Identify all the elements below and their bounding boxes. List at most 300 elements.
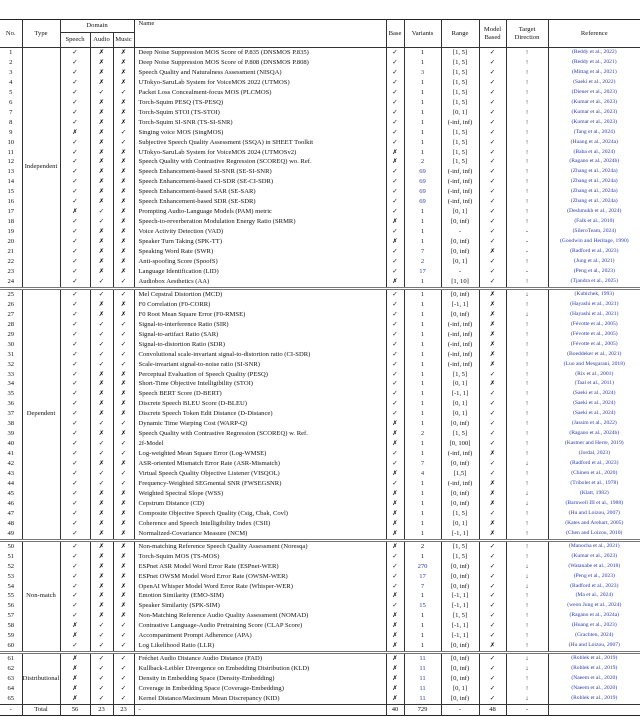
target-direction: ↑ [506,58,548,68]
total-speech: 56 [60,704,90,715]
reference-link[interactable]: (Mittag et al., 2021) [548,68,640,78]
speech-flag: ✓ [60,108,90,118]
reference-link[interactable]: (Hu and Loizou, 2007) [548,509,640,519]
speech-flag: ✓ [60,449,90,459]
model-based-flag: ✓ [479,572,506,582]
speech-flag: ✓ [60,247,90,257]
audio-flag: ✗ [90,399,113,409]
reference-link[interactable]: (Radford et al., 2023) [548,247,640,257]
speech-flag: ✓ [60,370,90,380]
total-name: - [134,704,386,715]
reference-link[interactable]: (Févotte et al., 2005) [548,320,640,330]
speech-flag: ✓ [60,641,90,652]
speech-flag: ✓ [60,257,90,267]
audio-flag: ✓ [90,207,113,217]
reference-link[interactable]: (Rix et al., 2001) [548,370,640,380]
table-row [0,631,640,641]
target-direction: ↑ [506,479,548,489]
metric-name: Virtual Speech Quality Objective Listener (VISQOL) [134,469,386,479]
speech-flag: ✓ [60,197,90,207]
target-direction: ↓ [506,664,548,674]
target-direction: ↑ [506,277,548,288]
reference-link[interactable]: (Kumar et al., 2023) [548,108,640,118]
value-range: (-inf, inf) [441,340,479,350]
variant-count: 1 [404,98,441,108]
reference-link[interactable]: (Diener et al., 2023) [548,88,640,98]
music-flag: ✓ [113,641,134,652]
speech-flag: ✓ [60,157,90,167]
speech-flag: ✗ [60,621,90,631]
reference-link[interactable]: (Deshmukh et al., 2024) [548,207,640,217]
reference-link[interactable]: (Reddy et al., 2022) [548,48,640,58]
value-range: [0, 1] [441,257,479,267]
speech-flag: ✓ [60,429,90,439]
music-flag: ✗ [113,459,134,469]
model-based-flag: ✗ [479,350,506,360]
reference-link[interactable]: (SileroTeam, 2024) [548,227,640,237]
row-number: 35 [7,390,15,398]
target-direction: ↑ [506,439,548,449]
variant-count: 1 [404,118,441,128]
value-range: [1, 5] [441,78,479,88]
reference-link[interactable]: (Watanabe et al., 2018) [548,562,640,572]
total-label: Total [22,704,60,715]
value-range: [1, 5] [441,157,479,167]
variant-count: 1 [404,330,441,340]
metric-name: Signal-to-artifact Ratio (SAR) [134,330,386,340]
reference-link[interactable]: (weon Jung et al., 2024) [548,601,640,611]
base-flag: ✗ [386,694,404,704]
target-direction: ↑ [506,148,548,158]
table-row [0,459,640,469]
model-based-flag: ✓ [479,177,506,187]
variant-count[interactable]: 7 [404,582,441,592]
table-row [0,601,640,611]
speech-flag: ✓ [60,572,90,582]
audio-flag: ✗ [90,108,113,118]
model-based-flag: ✗ [479,247,506,257]
reference-link[interactable]: (Saeki et al., 2024) [548,409,640,419]
table-row [0,237,640,247]
variant-count[interactable]: 11 [404,674,441,684]
music-flag: ✓ [113,449,134,459]
target-direction: ↑ [506,320,548,330]
music-flag: ✗ [113,429,134,439]
base-flag: ✓ [386,138,404,148]
row-number: 42 [7,460,15,468]
reference-link[interactable]: (Barnwell III et al., 1988) [548,499,640,509]
base-flag: ✓ [386,459,404,469]
variant-count[interactable]: 17 [404,572,441,582]
reference-link[interactable]: (Roblek et al., 2019) [548,664,640,674]
table-row [0,340,640,350]
base-flag: ✗ [386,499,404,509]
base-flag: ✓ [386,78,404,88]
reference-link[interactable]: (Févotte et al., 2005) [548,340,640,350]
speech-flag: ✓ [60,601,90,611]
reference-link[interactable]: (Grachten, 2024) [548,631,640,641]
target-direction: ↓ [506,562,548,572]
value-range: [0, inf) [441,459,479,469]
music-flag: ✗ [113,591,134,601]
variant-count[interactable]: 2 [404,429,441,439]
value-range: [1, 5] [441,370,479,380]
reference-link[interactable]: (Baba et al., 2024) [548,148,640,158]
reference-link[interactable]: (Radford et al., 2023) [548,459,640,469]
row-number: 15 [7,188,15,196]
variant-count: 1 [404,509,441,519]
base-flag: ✗ [386,519,404,529]
base-flag: ✓ [386,58,404,68]
target-direction: ↑ [506,601,548,611]
header-no: No. [5,29,16,37]
reference-link[interactable]: (Zhang et al., 2024a) [548,167,640,177]
reference-link[interactable]: (Févotte et al., 2005) [548,330,640,340]
reference-link[interactable]: (Manocha et al., 2021) [548,540,640,551]
row-number: 24 [7,277,15,285]
variant-count: 1 [404,611,441,621]
reference-link[interactable]: (Klatt, 1982) [548,489,640,499]
audio-flag: ✗ [90,177,113,187]
value-range: (-inf, inf) [441,350,479,360]
row-number: 22 [7,258,15,266]
row-number: 41 [7,450,15,458]
table-row [0,582,640,592]
row-number: 56 [7,602,15,610]
reference-link[interactable]: (Ragano et al., 2024b) [548,157,640,167]
reference-link[interactable]: (Chen and Loizou, 2010) [548,529,640,540]
audio-flag: ✓ [90,330,113,340]
music-flag: ✓ [113,419,134,429]
speech-flag: ✗ [60,128,90,138]
speech-flag: ✗ [60,631,90,641]
variant-count[interactable]: 7 [404,459,441,469]
reference-link[interactable]: (Peng et al., 2023) [548,572,640,582]
metric-name: ESPnet ASR Model Word Error Rate (ESPnet-WER) [134,562,386,572]
header-domain: Domain [60,20,134,33]
metric-name: Deep Noise Suppression MOS Score of P.808 (DNSMOS P.808) [134,58,386,68]
reference-link[interactable]: (Falk et al., 2010) [548,217,640,227]
reference-link[interactable]: (Roblek et al., 2019) [548,694,640,704]
music-flag: ✗ [113,409,134,419]
reference-link[interactable]: (Reddy et al., 2021) [548,58,640,68]
variant-count: 1 [404,237,441,247]
speech-flag: ✓ [60,340,90,350]
metric-name: Accompaniment Prompt Adherence (APA) [134,631,386,641]
metric-name: Kullback-Leibler Divergence on Embedding Distribution (KLD) [134,664,386,674]
variant-count: 1 [404,419,441,429]
model-based-flag: ✓ [479,419,506,429]
model-based-flag: ✓ [479,227,506,237]
reference-link[interactable]: (Naeem et al., 2020) [548,684,640,694]
value-range: [0, inf) [441,664,479,674]
value-range: [0, 1] [441,108,479,118]
target-direction: ↑ [506,108,548,118]
speech-flag: ✓ [60,98,90,108]
row-number: 46 [7,499,15,507]
model-based-flag: ✓ [479,601,506,611]
music-flag: ✗ [113,519,134,529]
group-type: Non-match [22,540,60,652]
audio-flag: ✓ [90,621,113,631]
variant-count[interactable]: 11 [404,664,441,674]
reference-link[interactable]: (Saeki et al., 2024) [548,399,640,409]
reference-link[interactable]: (Jung et al., 2021) [548,257,640,267]
target-direction: ↑ [506,449,548,459]
base-flag: ✓ [386,330,404,340]
audio-flag: ✓ [90,684,113,694]
reference-link[interactable]: (Ma et al., 2024) [548,591,640,601]
music-flag: ✗ [113,310,134,320]
target-direction: ↑ [506,379,548,389]
target-direction: ↓ [506,459,548,469]
header-music: Music [113,33,134,48]
total-model: 48 [479,704,506,715]
variant-count[interactable]: 11 [404,653,441,664]
reference-link[interactable]: (Hayashi et al., 2021) [548,300,640,310]
variant-count[interactable]: 2 [404,157,441,167]
variant-count[interactable]: 4 [404,469,441,479]
target-direction: ↑ [506,409,548,419]
model-based-flag: ✓ [479,389,506,399]
target-direction: ↑ [506,118,548,128]
reference-link[interactable]: (Peng et al., 2023) [548,267,640,277]
base-flag: ✓ [386,207,404,217]
audio-flag: ✗ [90,489,113,499]
row-number: 54 [7,582,15,590]
reference-link[interactable]: (Roblek et al., 2019) [548,653,640,664]
reference-link[interactable]: (Naeem et al., 2020) [548,674,640,684]
base-flag: ✓ [386,288,404,299]
table-row [0,88,640,98]
row-number: 2 [9,58,13,66]
speech-flag: ✓ [60,217,90,227]
table-row [0,267,640,277]
table-row [0,489,640,499]
reference-link[interactable]: (Boeddeker et al., 2021) [548,350,640,360]
reference-link[interactable]: (Kates and Arehart, 2005) [548,519,640,529]
reference-link[interactable]: (Tang et al., 2024) [548,128,640,138]
model-based-flag: ✓ [479,187,506,197]
target-direction: ↑ [506,330,548,340]
base-flag: ✓ [386,350,404,360]
variant-count[interactable]: 15 [404,601,441,611]
reference-link[interactable]: (Jassim et al., 2022) [548,419,640,429]
metric-name: Fréchet Audio Distance Audio Distance (FAD) [134,653,386,664]
reference-link[interactable]: (Zhang et al., 2024a) [548,177,640,187]
metric-name: Speech Quality and Naturalness Assessment (NISQA) [134,68,386,78]
row-number: 50 [0,540,22,551]
base-flag: ✓ [386,389,404,399]
value-range: (-inf, inf) [441,479,479,489]
metric-name: Normalized-Covariance Measure (NCM) [134,529,386,540]
variant-count: 2 [404,540,441,551]
metric-name: Contrastive Language-Audio Pretraining Score (CLAP Score) [134,621,386,631]
speech-flag: ✓ [60,187,90,197]
variant-count[interactable]: 69 [404,177,441,187]
audio-flag: ✗ [90,148,113,158]
row-number: 9 [9,128,13,136]
audio-flag: ✗ [90,540,113,551]
variant-count[interactable]: 2 [404,257,441,267]
variant-count[interactable]: 270 [404,562,441,572]
reference-link[interactable]: (Taal et al., 2011) [548,379,640,389]
reference-link[interactable]: (Huang et al., 2024a) [548,138,640,148]
audio-flag: ✗ [90,78,113,88]
metric-name: F0 Correlation (F0-CORR) [134,300,386,310]
header-variants: Variants [404,20,441,48]
variant-count[interactable]: 11 [404,684,441,694]
audio-flag: ✗ [90,389,113,399]
speech-flag: ✗ [60,674,90,684]
music-flag: ✗ [113,108,134,118]
variant-count[interactable]: 11 [404,694,441,704]
metric-name: Cepstrum Distance (CD) [134,499,386,509]
target-direction: ↑ [506,509,548,519]
speech-flag: ✓ [60,237,90,247]
table-row [0,78,640,88]
reference-link[interactable]: (Ragano et al., 2024a) [548,611,640,621]
variant-count[interactable]: 3 [404,68,441,78]
music-flag: ✓ [113,631,134,641]
row-number: 44 [7,479,15,487]
target-direction: ↑ [506,429,548,439]
target-direction: ↑ [506,591,548,601]
reference-link[interactable]: (Radford et al., 2023) [548,582,640,592]
value-range: [1, 10] [441,277,479,288]
reference-link[interactable]: (Tribolet et al., 1978) [548,479,640,489]
base-flag: ✓ [386,257,404,267]
variant-count: 1 [404,88,441,98]
reference-link[interactable]: (Huang et al., 2023) [548,621,640,631]
speech-flag: ✓ [60,419,90,429]
reference-link[interactable]: (Luo and Mesgarani, 2018) [548,360,640,370]
row-number: 31 [7,350,15,358]
metric-name: Speech Enhancement-based SI-SNR (SE-SI-SNR) [134,167,386,177]
speech-flag: ✓ [60,479,90,489]
variant-count[interactable]: 69 [404,167,441,177]
table-row [0,247,640,257]
reference-link[interactable]: (Jordal, 2023) [548,449,640,459]
variant-count[interactable]: 7 [404,247,441,257]
base-flag: ✗ [386,621,404,631]
reference-link[interactable]: (Kumar et al., 2023) [548,98,640,108]
music-flag: ✗ [113,197,134,207]
header-model-based: Model Based [479,20,506,48]
model-based-flag: ✓ [479,674,506,684]
variant-count: 1 [404,300,441,310]
reference-link[interactable]: (Zhang et al., 2024a) [548,197,640,207]
table-row [0,128,640,138]
total-row [0,704,640,715]
audio-flag: ✗ [90,499,113,509]
base-flag: ✗ [386,653,404,664]
speech-flag: ✓ [60,509,90,519]
metric-name: Frequency-Weighted SEGmental SNR (FWSEGSNR) [134,479,386,489]
music-flag: ✗ [113,68,134,78]
target-direction: ↑ [506,674,548,684]
reference-link[interactable]: (Ragano et al., 2024b) [548,429,640,439]
metric-name: Speech Enhancement-based SDR (SE-SDR) [134,197,386,207]
model-based-flag: ✓ [479,197,506,207]
speech-flag: ✓ [60,379,90,389]
value-range: [0, 1] [441,379,479,389]
row-number: 18 [7,218,15,226]
base-flag: ✓ [386,360,404,370]
reference-link[interactable]: (Goodwin and Heritage, 1990) [548,237,640,247]
table-row [0,108,640,118]
audio-flag: ✗ [90,591,113,601]
metric-name: Torch-Squim MOS (TS-MOS) [134,552,386,562]
row-number: 3 [9,68,13,76]
variant-count: 1 [404,399,441,409]
target-direction: ↑ [506,419,548,429]
metric-name: Language Identification (LID) [134,267,386,277]
model-based-flag: ✓ [479,128,506,138]
reference-link[interactable]: (Kumar et al., 2023) [548,118,640,128]
table-row [0,419,640,429]
reference-link[interactable]: (Zhang et al., 2024a) [548,187,640,197]
target-direction: ↑ [506,540,548,551]
reference-link[interactable]: (Tjandra et al., 2025) [548,277,640,288]
audio-flag: ✗ [90,459,113,469]
variant-count: 1 [404,370,441,380]
metric-name: UTokyo-SaruLab System for VoiceMOS 2022 (UTMOS) [134,78,386,88]
target-direction: ↑ [506,519,548,529]
speech-flag: ✓ [60,58,90,68]
metric-name: Coherence and Speech Intelligibility Index (CSII) [134,519,386,529]
model-based-flag: ✓ [479,98,506,108]
music-flag: ✗ [113,499,134,509]
speech-flag: ✓ [60,88,90,98]
header-type: Type [22,20,60,48]
audio-flag: ✓ [90,469,113,479]
music-flag: ✓ [113,674,134,684]
variant-count[interactable]: 69 [404,197,441,207]
model-based-flag: ✗ [479,489,506,499]
reference-link[interactable]: (Hayashi et al., 2021) [548,310,640,320]
base-flag: ✓ [386,449,404,459]
reference-link[interactable]: (Kumar et al., 2023) [548,552,640,562]
reference-link[interactable]: (Chinen et al., 2020) [548,469,640,479]
target-direction: ↑ [506,48,548,58]
reference-link[interactable]: (Saeki et al., 2022) [548,78,640,88]
audio-flag: ✗ [90,237,113,247]
target-direction: ↑ [506,621,548,631]
variant-count[interactable]: 17 [404,267,441,277]
row-number: 36 [7,400,15,408]
music-flag: ✓ [113,277,134,288]
reference-link[interactable]: (Kubichek, 1993) [548,288,640,299]
row-number: 29 [7,330,15,338]
metric-name: Mel Cepstral Distortion (MCD) [134,288,386,299]
row-number: 30 [7,340,15,348]
header-audio: Audio [90,33,113,48]
variant-count: 1 [404,552,441,562]
reference-link[interactable]: (Kastner and Herre, 2019) [548,439,640,449]
row-number: 64 [7,685,15,693]
reference-link[interactable]: (Saeki et al., 2024) [548,389,640,399]
reference-link[interactable]: (Hu and Loizou, 2007) [548,641,640,652]
metric-name: Discrete Speech BLEU Score (D-BLEU) [134,399,386,409]
value-range: (-inf, inf) [441,360,479,370]
base-flag: ✗ [386,489,404,499]
variant-count[interactable]: 69 [404,187,441,197]
speech-flag: ✗ [60,664,90,674]
target-direction: ↓ [506,310,548,320]
audio-flag: ✗ [90,582,113,592]
target-direction: ↓ [506,572,548,582]
